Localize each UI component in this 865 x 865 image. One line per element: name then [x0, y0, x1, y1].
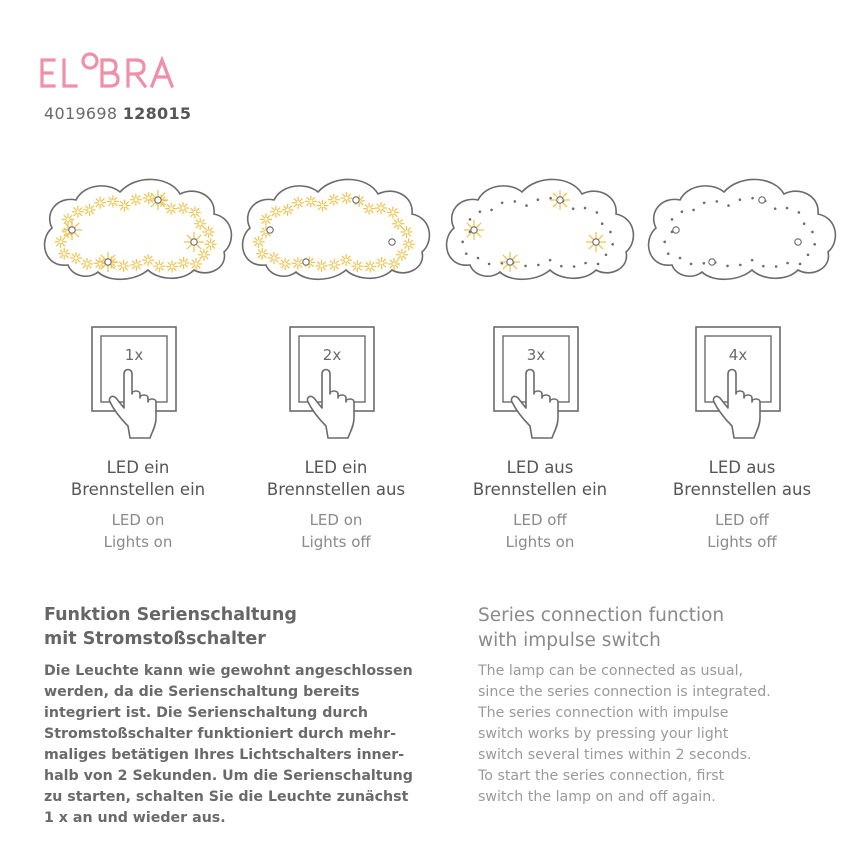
english-heading [478, 603, 838, 653]
led-dot [490, 209, 493, 212]
mode-column-4 [642, 170, 842, 570]
mode-en-lights: Lights off [707, 533, 777, 551]
led-dot [479, 210, 482, 213]
led-dot [609, 231, 612, 234]
light-point [105, 259, 111, 265]
led-dot [774, 207, 777, 210]
light-point [709, 259, 715, 265]
light-point [389, 239, 395, 245]
mode-en-lights: Lights on [103, 533, 173, 551]
light-point [191, 239, 197, 245]
cloud-lamp-icon [440, 170, 640, 290]
german-heading-line: Funktion Serienschaltung [44, 605, 297, 625]
mode-column-3 [440, 170, 640, 570]
led-dot [560, 265, 563, 268]
led-dot [690, 263, 693, 266]
mode-column-1 [38, 170, 238, 570]
led-dot [799, 263, 802, 266]
light-point [267, 227, 273, 233]
light-point [557, 197, 563, 203]
mode-en-led: LED on [111, 511, 165, 529]
mode-en-lights: Lights off [301, 533, 371, 551]
led-dot [477, 257, 480, 260]
light-point [759, 197, 765, 203]
light-point [673, 227, 679, 233]
cloud-lamp-icon [236, 170, 436, 290]
english-body-line: since the series connection is integrated. [478, 684, 771, 700]
mode-en-led: LED off [715, 511, 769, 529]
led-dot [525, 204, 528, 207]
press-count: 3x [526, 346, 546, 364]
light-switch-press-icon [440, 322, 640, 442]
english-body-line: switch works by pressing your light [478, 726, 729, 742]
led-dot [584, 262, 587, 265]
mode-de-led: LED aus [708, 458, 776, 477]
led-dot [601, 222, 604, 225]
light-switch-press-icon [236, 322, 436, 442]
german-body-line: Stromstoßschalter funktioniert durch mehr- [44, 726, 397, 742]
elobra-logo [40, 52, 215, 92]
led-dot [703, 201, 706, 204]
led-dot [605, 253, 608, 256]
led-dot [786, 207, 789, 210]
english-heading-line: Series connection function [478, 605, 725, 626]
led-dot [572, 207, 575, 210]
english-body-line: switch several times within 2 seconds. [478, 747, 752, 763]
led-dot [716, 200, 719, 203]
led-dot [549, 197, 552, 200]
led-dot [751, 197, 754, 200]
led-dot [762, 265, 765, 268]
led-dot [807, 253, 810, 256]
mode-column-2 [236, 170, 436, 570]
mode-en-led: LED on [309, 511, 363, 529]
led-dot [537, 198, 540, 201]
led-dot [671, 218, 674, 221]
led-dot [679, 257, 682, 260]
german-body-line: halb von 2 Sekunden. Um die Serienschaltung [44, 768, 413, 784]
led-dot [465, 252, 468, 255]
led-dot [514, 200, 517, 203]
led-dot [488, 263, 491, 266]
light-switch-press-icon [38, 322, 238, 442]
led-dot [692, 209, 695, 212]
led-dot [611, 243, 614, 246]
mode-de-lights: Brennstellen aus [266, 480, 406, 499]
led-dot [739, 264, 742, 267]
led-dot [727, 204, 730, 207]
english-heading-line: with impulse switch [478, 630, 661, 651]
led-dot [584, 207, 587, 210]
light-point [471, 227, 477, 233]
mode-de-led: LED ein [106, 458, 170, 477]
led-dot [667, 252, 670, 255]
light-point [593, 239, 599, 245]
english-description [478, 661, 838, 808]
mode-en-led: LED off [513, 511, 567, 529]
led-dot [469, 218, 472, 221]
german-body-line: zu starten, schalten Sie die Leuchte zunächst [44, 789, 409, 805]
light-point [303, 259, 309, 265]
german-heading-line: mit Stromstoßschalter [44, 629, 266, 649]
article-number [44, 104, 191, 123]
led-dot [681, 210, 684, 213]
cloud-lamp-icon [642, 170, 842, 290]
led-dot [751, 259, 754, 262]
english-body-line: switch the lamp on and off again. [478, 789, 716, 805]
german-body-line: integriert ist. Die Serienschaltung durch [44, 705, 368, 721]
german-heading [44, 603, 434, 651]
english-body-line: The lamp can be connected as usual, [478, 663, 744, 679]
mode-de-lights: Brennstellen ein [472, 480, 608, 499]
led-dot [597, 263, 600, 266]
press-count: 4x [728, 346, 748, 364]
led-dot [549, 259, 552, 262]
led-dot [786, 262, 789, 265]
light-point [69, 227, 75, 233]
led-dot [798, 211, 801, 214]
led-dot [726, 265, 729, 268]
cloud-lamp-icon [38, 170, 238, 290]
light-switch-press-icon [642, 322, 842, 442]
led-dot [803, 222, 806, 225]
light-point [353, 197, 359, 203]
led-dot [703, 262, 706, 265]
english-body-line: The series connection with impulse [478, 705, 729, 721]
led-dot [663, 241, 666, 244]
mode-de-led: LED ein [304, 458, 368, 477]
led-dot [524, 265, 527, 268]
led-dot [775, 265, 778, 268]
led-dot [813, 243, 816, 246]
led-dot [461, 241, 464, 244]
mode-en-lights: Lights on [505, 533, 575, 551]
led-dot [501, 201, 504, 204]
article-code: 128015 [122, 104, 192, 123]
light-point [155, 197, 161, 203]
article-prefix: 4019698 [44, 104, 118, 123]
mode-de-lights: Brennstellen ein [70, 480, 206, 499]
german-body-line: werden, da die Serienschaltung bereits [44, 684, 360, 700]
german-body-line: 1 x an und wieder aus. [44, 810, 226, 826]
led-dot [739, 198, 742, 201]
german-description [44, 661, 439, 829]
led-dot [596, 211, 599, 214]
led-dot [573, 265, 576, 268]
press-count: 2x [322, 346, 342, 364]
mode-de-led: LED aus [506, 458, 574, 477]
german-body-line: maliges betätigen Ihres Lichtschalters inner- [44, 747, 405, 763]
led-dot [537, 264, 540, 267]
german-body-line: Die Leuchte kann wie gewohnt angeschlossen [44, 663, 413, 679]
mode-de-lights: Brennstellen aus [672, 480, 812, 499]
english-body-line: To start the series connection, first [478, 768, 725, 784]
press-count: 1x [124, 346, 144, 364]
light-point [795, 239, 801, 245]
light-point [507, 259, 513, 265]
led-dot [811, 231, 814, 234]
